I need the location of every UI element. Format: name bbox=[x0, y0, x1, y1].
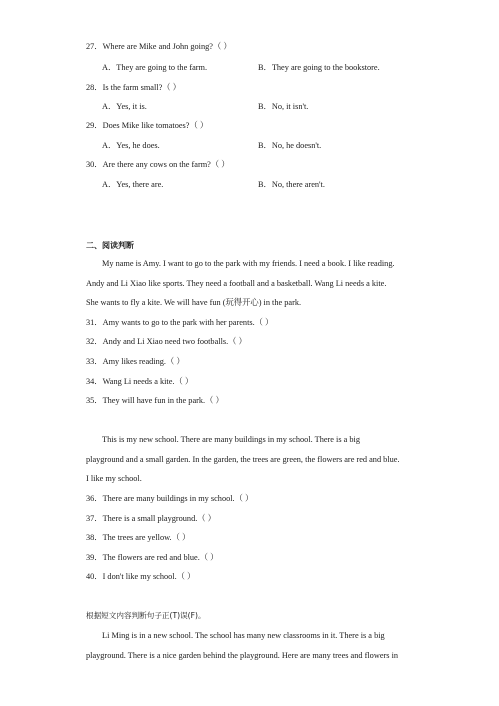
judge-item-39: 39．The flowers are red and blue.（ ） bbox=[86, 553, 219, 562]
judge-item-38: 38．The trees are yellow.（ ） bbox=[86, 533, 191, 542]
option-27-b: B．They are going to the bookstore. bbox=[258, 63, 380, 72]
passage1-line-3: She wants to fly a kite. We will have fun (玩得开心) in the park. bbox=[86, 298, 302, 307]
option-30-b: B．No, there aren't. bbox=[258, 180, 325, 189]
passage3-line-2: playground. There is a nice garden behind the playground. Here are many trees and flowers in bbox=[86, 651, 399, 660]
judge-item-40: 40．I don't like my school.（ ） bbox=[86, 572, 196, 581]
instruction-text: 根据短文内容判断句子正(T)误(F)。 bbox=[86, 611, 206, 620]
option-30-a: A．Yes, there are. bbox=[102, 180, 164, 189]
passage3-line-1: Li Ming is in a new school. The school has many new classrooms in it. There is a big bbox=[102, 631, 385, 640]
option-29-b: B．No, he doesn't. bbox=[258, 141, 322, 150]
judge-item-36: 36．There are many buildings in my school.（ ） bbox=[86, 494, 254, 503]
passage1-line-1: My name is Amy. I want to go to the park with my friends. I need a book. I like reading. bbox=[102, 259, 395, 268]
judge-item-37: 37．There is a small playground.（ ） bbox=[86, 514, 216, 523]
judge-item-32: 32．Andy and Li Xiao need two footballs.（ ） bbox=[86, 337, 247, 346]
passage2-line-3: I like my school. bbox=[86, 474, 142, 483]
section-heading: 二、阅读判断 bbox=[86, 241, 134, 250]
option-27-a: A．They are going to the farm. bbox=[102, 63, 208, 72]
option-29-a: A．Yes, he does. bbox=[102, 141, 160, 150]
judge-item-35: 35．They will have fun in the park.（ ） bbox=[86, 396, 224, 405]
judge-item-34: 34．Wang Li needs a kite.（ ） bbox=[86, 377, 194, 386]
question-30: 30．Are there any cows on the farm?（ ） bbox=[86, 160, 230, 169]
option-28-b: B．No, it isn't. bbox=[258, 102, 309, 111]
passage2-line-2: playground and a small garden. In the garden, the trees are green, the flowers are red and blue. bbox=[86, 455, 400, 464]
passage2-line-1: This is my new school. There are many buildings in my school. There is a big bbox=[102, 435, 361, 444]
option-28-a: A．Yes, it is. bbox=[102, 102, 147, 111]
question-29: 29．Does Mike like tomatoes?（ ） bbox=[86, 121, 209, 130]
question-28: 28．Is the farm small?（ ） bbox=[86, 83, 181, 92]
judge-item-33: 33．Amy likes reading.（ ） bbox=[86, 357, 185, 366]
question-27: 27．Where are Mike and John going?（ ） bbox=[86, 42, 232, 51]
passage1-line-2: Andy and Li Xiao like sports. They need a football and a basketball. Wang Li needs a kite. bbox=[86, 279, 387, 288]
judge-item-31: 31．Amy wants to go to the park with her parents.（ ） bbox=[86, 318, 274, 327]
